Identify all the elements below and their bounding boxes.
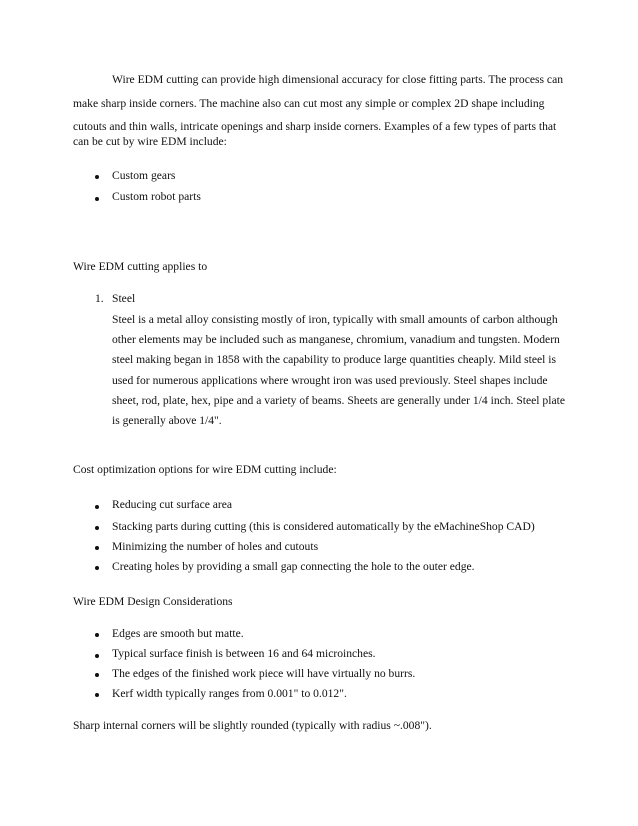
intro-line: can be cut by wire EDM include:: [73, 135, 227, 148]
section-heading-applies: Wire EDM cutting applies to: [73, 260, 208, 273]
bullet-icon: [95, 175, 99, 179]
steel-description-line: Steel is a metal alloy consisting mostly of iron, typically with small amounts of carbon although: [112, 313, 558, 326]
closing-paragraph: Sharp internal corners will be slightly rounded (typically with radius ~.008").: [73, 719, 432, 732]
list-item: The edges of the finished work piece will have virtually no burrs.: [112, 667, 416, 680]
bullet-icon: [95, 693, 99, 697]
list-item: Reducing cut surface area: [112, 498, 233, 511]
section-heading-design: Wire EDM Design Considerations: [73, 595, 233, 608]
bullet-icon: [95, 526, 99, 530]
bullet-icon: [95, 633, 99, 637]
list-item: Custom gears: [112, 169, 176, 182]
steel-description-line: steel making began in 1858 with the capability to produce large quantities cheaply. Mild steel is: [112, 353, 556, 366]
bullet-icon: [95, 654, 99, 658]
list-item: Edges are smooth but matte.: [112, 627, 244, 640]
intro-line: Wire EDM cutting can provide high dimensional accuracy for close fitting parts. The process can: [112, 73, 564, 86]
intro-line: make sharp inside corners. The machine also can cut most any simple or complex 2D shape including: [73, 97, 545, 110]
list-item: Minimizing the number of holes and cutouts: [112, 540, 319, 553]
list-item: Kerf width typically ranges from 0.001" to 0.012".: [112, 687, 347, 700]
bullet-icon: [95, 673, 99, 677]
list-item: Custom robot parts: [112, 190, 201, 203]
section-heading-cost: Cost optimization options for wire EDM cutting include:: [73, 463, 337, 476]
steel-description-line: sheet, rod, plate, hex, pipe and a variety of beams. Sheets are generally under 1/4 inch. Steel plate: [112, 394, 565, 407]
bullet-icon: [95, 546, 99, 550]
bullet-icon: [95, 197, 99, 201]
steel-description-line: is generally above 1/4".: [112, 414, 222, 427]
steel-description-line: used for numerous applications where wrought iron was used previously. Steel shapes include: [112, 374, 548, 387]
intro-line: cutouts and thin walls, intricate openings and sharp inside corners. Examples of a few types of parts that: [73, 120, 557, 133]
list-item: Creating holes by providing a small gap connecting the hole to the outer edge.: [112, 560, 475, 573]
list-number: 1.: [95, 292, 104, 305]
steel-description-line: other elements may be included such as manganese, chromium, vanadium and tungsten. Modern: [112, 333, 560, 346]
list-item-title: Steel: [112, 292, 136, 305]
bullet-icon: [95, 505, 99, 509]
list-item: Stacking parts during cutting (this is considered automatically by the eMachineShop CAD): [112, 520, 535, 533]
bullet-icon: [95, 566, 99, 570]
list-item: Typical surface finish is between 16 and 64 microinches.: [112, 647, 376, 660]
